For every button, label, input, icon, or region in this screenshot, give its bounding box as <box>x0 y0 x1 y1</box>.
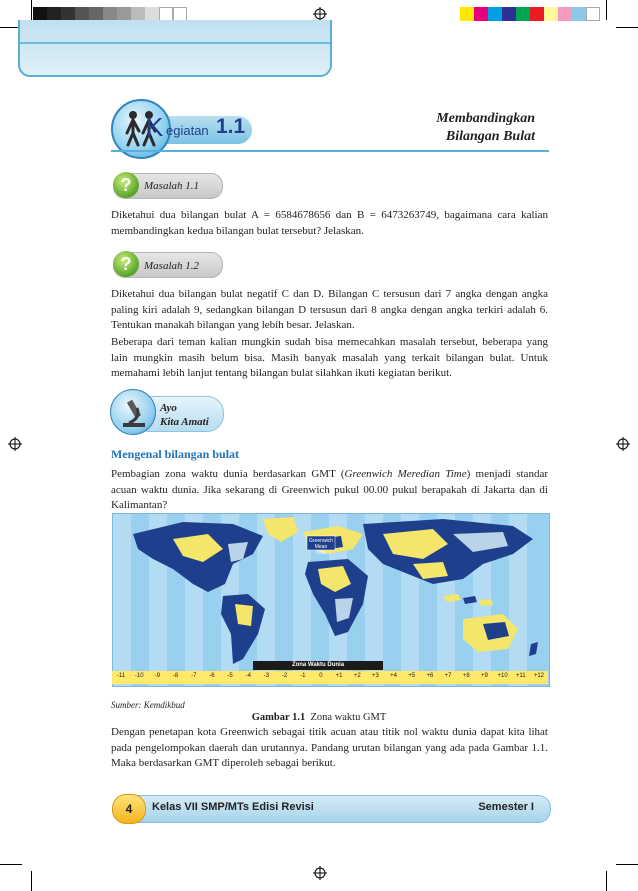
activity-prefix: K <box>146 112 164 142</box>
problem-text-1 <box>111 208 548 239</box>
microscope-icon <box>110 389 156 435</box>
book-title: Kelas VII SMP/MTs Edisi Revisi <box>152 801 314 813</box>
time-zone-number: -9 <box>154 673 161 679</box>
time-zone-number: -2 <box>281 673 288 679</box>
observe-label-line1: Ayo <box>160 402 177 414</box>
time-zone-number: +9 <box>480 673 488 679</box>
time-zone-number: -10 <box>134 673 144 679</box>
greenwich-label-line1: Greenwich <box>309 538 333 544</box>
time-zone-number: +3 <box>371 673 379 679</box>
time-zone-number: +5 <box>408 673 416 679</box>
registration-mark-icon <box>616 437 630 451</box>
time-zone-number: +4 <box>390 673 397 679</box>
page-number: 4 <box>112 794 146 824</box>
time-zone-number: +8 <box>462 673 470 679</box>
semester-label: Semester I <box>478 801 534 813</box>
time-zone-number: -5 <box>227 673 233 679</box>
intro-paragraph <box>111 467 548 514</box>
time-zone-number: -7 <box>191 673 197 679</box>
time-zone-number: -4 <box>245 673 251 679</box>
page-title-line2: Bilangan Bulat <box>445 129 535 144</box>
time-zone-number: -3 <box>263 673 270 679</box>
problem-text-2-content: Diketahui dua bilangan bulat negatif C dan D. Bilangan C tersusun dari 7 angka dengan angka paling kiri adalah 9, sedangkan bilangan D tersusun dari 8 angka dengan angka terkiri adalah 6. Tentukan manakah bilangan yang lebih besar. Jelaskan. <box>111 288 548 332</box>
time-zone-number: +1 <box>335 673 343 679</box>
closing-paragraph-text: Dengan penetapan kota Greenwich sebagai titik acuan atau titik nol waktu dunia dapat kita lihat pada pengelompokan daerah dan urutannya. Pandang urutan bilangan yang ada pada Gambar 1.1. Maka berdasarkan GMT diperoleh sebagai berikut. <box>111 726 548 770</box>
figure-source: Sumber: Kemdikbud <box>111 700 185 710</box>
time-zone-number: +7 <box>444 673 452 679</box>
problem-label-1: Masalah 1.1 <box>144 180 199 192</box>
question-mark-icon: ? <box>113 251 139 277</box>
activity-number: 1.1 <box>216 115 246 138</box>
registration-mark-icon <box>313 866 327 880</box>
problem-text-2 <box>111 287 548 334</box>
greenwich-label-line2: Mean Time <box>314 544 328 556</box>
registration-mark-icon <box>8 437 22 451</box>
page-title-line1: Membandingkan <box>436 111 535 126</box>
figure-caption-text: Zona waktu GMT <box>310 712 387 723</box>
time-zone-number: +2 <box>353 673 361 679</box>
time-zone-number: +12 <box>533 673 544 679</box>
time-zone-number: +11 <box>515 673 526 679</box>
time-zone-number: 0 <box>319 673 323 679</box>
zone-label: Zona Waktu Dunia <box>291 662 345 668</box>
section-heading: Mengenal bilangan bulat <box>111 447 240 461</box>
time-zone-number: +10 <box>497 673 508 679</box>
figure-caption-label: Gambar 1.1 <box>251 712 306 723</box>
activity-word: egiatan <box>166 123 209 138</box>
header-band <box>18 20 332 77</box>
time-zone-number: -6 <box>209 673 215 679</box>
problem-text-1-content: Diketahui dua bilangan bulat A = 6584678656 dan B = 6473263749, bagaimana cara kalian membandingkan kedua bilangan bulat tersebut? Jelaskan. <box>111 209 548 237</box>
closing-paragraph <box>111 725 548 772</box>
time-zone-number: -11 <box>116 673 126 679</box>
time-zone-number: -1 <box>300 673 306 679</box>
follow-up-paragraph <box>111 335 548 382</box>
follow-up-paragraph-text: Beberapa dari teman kalian mungkin sudah bisa memecahkan masalah tersebut, beberapa yang lain mungkin masih belum bisa. Masih banyak masalah yang terkait bilangan bulat. Untuk memahami lebih lanjut tentang bilangan bulat silahkan ikuti kegiatan berikut. <box>111 336 548 380</box>
intro-paragraph-text: Pembagian zona waktu dunia berdasarkan GMT (Greenwich Meredian Time) menjadi standar acuan waktu dunia. Jika sekarang di Greenwich pukul 00.00 pukul berapakah di Jakarta dan di Kalimantan? <box>111 468 548 512</box>
figure-caption <box>0 712 638 723</box>
title-divider <box>111 150 549 152</box>
problem-label-2: Masalah 1.2 <box>144 260 199 272</box>
question-mark-icon: ? <box>113 172 139 198</box>
time-zone-number: +6 <box>426 673 434 679</box>
registration-mark-icon <box>313 7 327 21</box>
world-time-zone-map <box>112 513 550 687</box>
observe-label-line2: Kita Amati <box>160 416 209 428</box>
time-zone-number: -8 <box>172 673 179 679</box>
